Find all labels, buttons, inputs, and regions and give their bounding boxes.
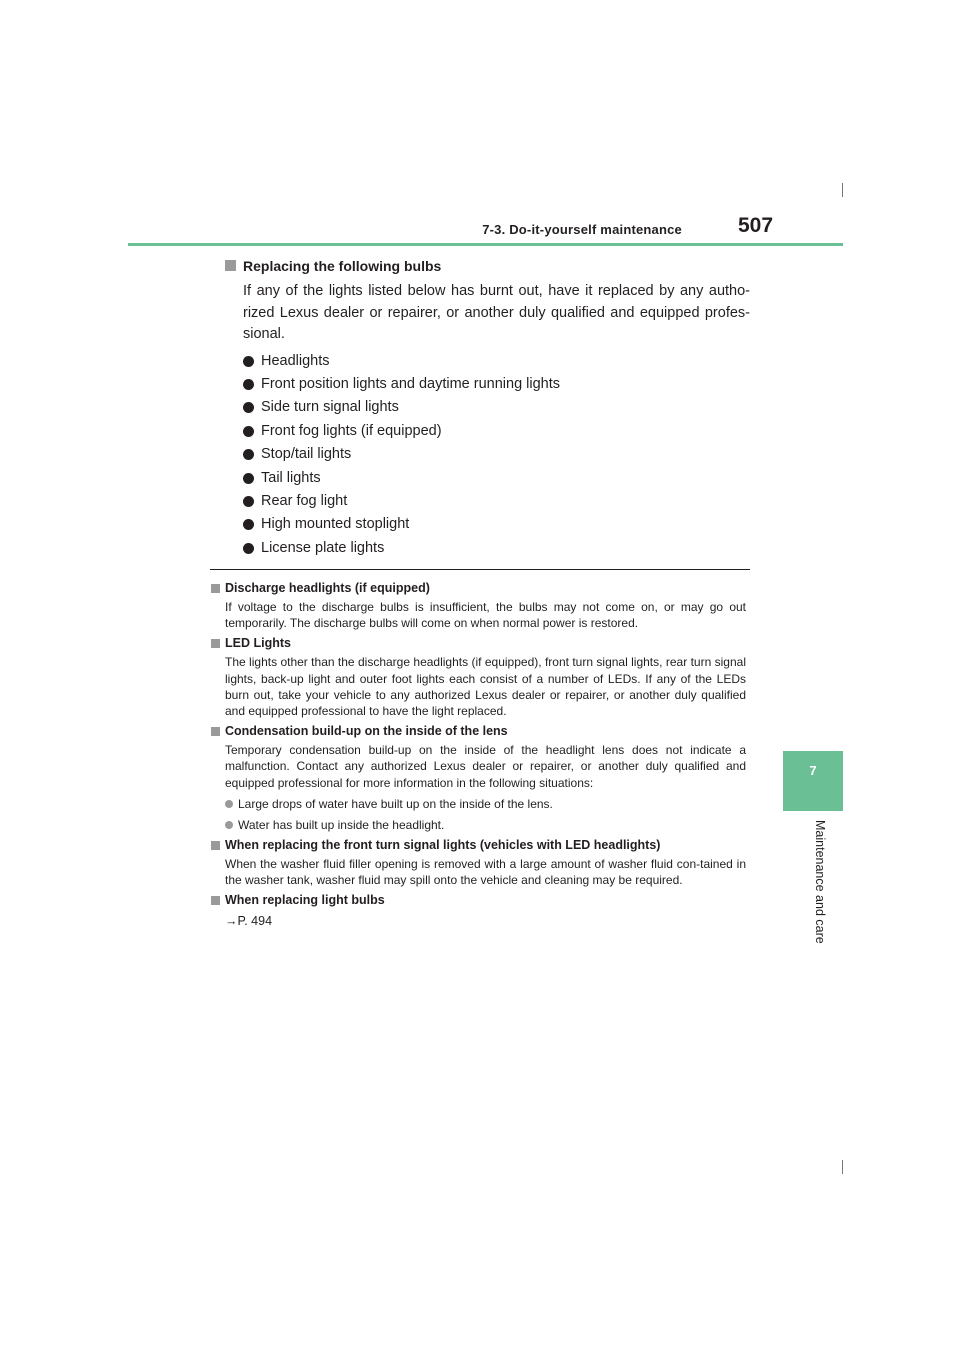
note-body: The lights other than the discharge headlights (if equipped), front turn signal lights, rear turn signal lights, back-up light and outer foot lights each consist of a number of LEDs. If any of the LEDs burn out, take your vehicle to any authorized Lexus dealer or repairer, or another duly qualified and equipped professional to have the light replaced. xyxy=(225,655,746,719)
note-led-lights xyxy=(210,635,746,719)
note-body: Temporary condensation build-up on the inside of the headlight lens does not indicate a malfunction. Contact any authorized Lexus dealer or repairer, or another duly qualified and equipped professional for more information in the following situations: xyxy=(225,743,746,790)
list-item: High mounted stoplight xyxy=(243,513,750,536)
main-section xyxy=(225,256,750,560)
round-bullet-icon xyxy=(243,426,254,437)
bulb-list xyxy=(243,350,750,561)
round-bullet-icon xyxy=(243,379,254,390)
list-item: Rear fog light xyxy=(243,490,750,513)
list-item: Side turn signal lights xyxy=(243,396,750,419)
chapter-tab xyxy=(783,751,843,811)
round-bullet-icon xyxy=(243,519,254,530)
chapter-number: 7 xyxy=(809,763,817,778)
square-bullet-icon xyxy=(211,639,220,648)
note-condensation xyxy=(210,723,746,833)
main-heading: Replacing the following bulbs xyxy=(225,256,750,276)
note-replacing-bulbs xyxy=(210,892,746,929)
round-bullet-icon xyxy=(243,496,254,507)
note-body: When the washer fluid filler opening is removed with a large amount of washer fluid con-tained in the washer tank, washer fluid may spill onto the vehicle and cleaning may be required. xyxy=(225,856,746,888)
crop-mark-top xyxy=(842,183,843,197)
note-body: If voltage to the discharge bulbs is insufficient, the bulbs may not come on, or may go out temporarily. The discharge bulbs will come on when normal power is restored. xyxy=(225,600,746,631)
note-heading: When replacing light bulbs xyxy=(210,892,746,909)
page-reference-link[interactable]: →P. 494 xyxy=(225,914,273,929)
square-bullet-icon xyxy=(225,260,236,271)
note-heading: LED Lights xyxy=(210,635,746,652)
page-number: 507 xyxy=(738,214,774,237)
list-item: Water has built up inside the headlight. xyxy=(225,817,746,833)
section-divider xyxy=(210,569,750,570)
round-bullet-icon xyxy=(243,473,254,484)
list-item: Front position lights and daytime running lights xyxy=(243,373,750,396)
square-bullet-icon xyxy=(211,727,220,736)
square-bullet-icon xyxy=(211,841,220,850)
note-front-turn-signal xyxy=(210,837,746,888)
list-item: Tail lights xyxy=(243,467,750,490)
note-heading: Discharge headlights (if equipped) xyxy=(210,580,746,597)
note-heading: When replacing the front turn signal lights (vehicles with LED headlights) xyxy=(210,837,746,854)
round-bullet-icon xyxy=(243,449,254,460)
list-item: License plate lights xyxy=(243,537,750,560)
round-bullet-icon xyxy=(243,402,254,413)
section-title: 7-3. Do-it-yourself maintenance xyxy=(482,222,682,237)
list-item: Large drops of water have built up on the inside of the lens. xyxy=(225,796,746,812)
notes-section xyxy=(210,580,746,933)
chapter-title: Maintenance and care xyxy=(813,820,827,944)
list-item: Stop/tail lights xyxy=(243,443,750,466)
square-bullet-icon xyxy=(211,584,220,593)
note-discharge-headlights xyxy=(210,580,746,631)
note-heading: Condensation build-up on the inside of the lens xyxy=(210,723,746,740)
main-intro: If any of the lights listed below has burnt out, have it replaced by any autho-rized Lexus dealer or repairer, or another duly qualified and equipped profes-sional. xyxy=(243,283,750,342)
list-item: Headlights xyxy=(243,350,750,373)
round-bullet-icon xyxy=(225,821,233,829)
list-item: Front fog lights (if equipped) xyxy=(243,420,750,443)
square-bullet-icon xyxy=(211,896,220,905)
header-rule xyxy=(128,243,843,246)
round-bullet-icon xyxy=(243,356,254,367)
round-bullet-icon xyxy=(225,800,233,808)
round-bullet-icon xyxy=(243,543,254,554)
crop-mark-bottom xyxy=(842,1160,843,1174)
